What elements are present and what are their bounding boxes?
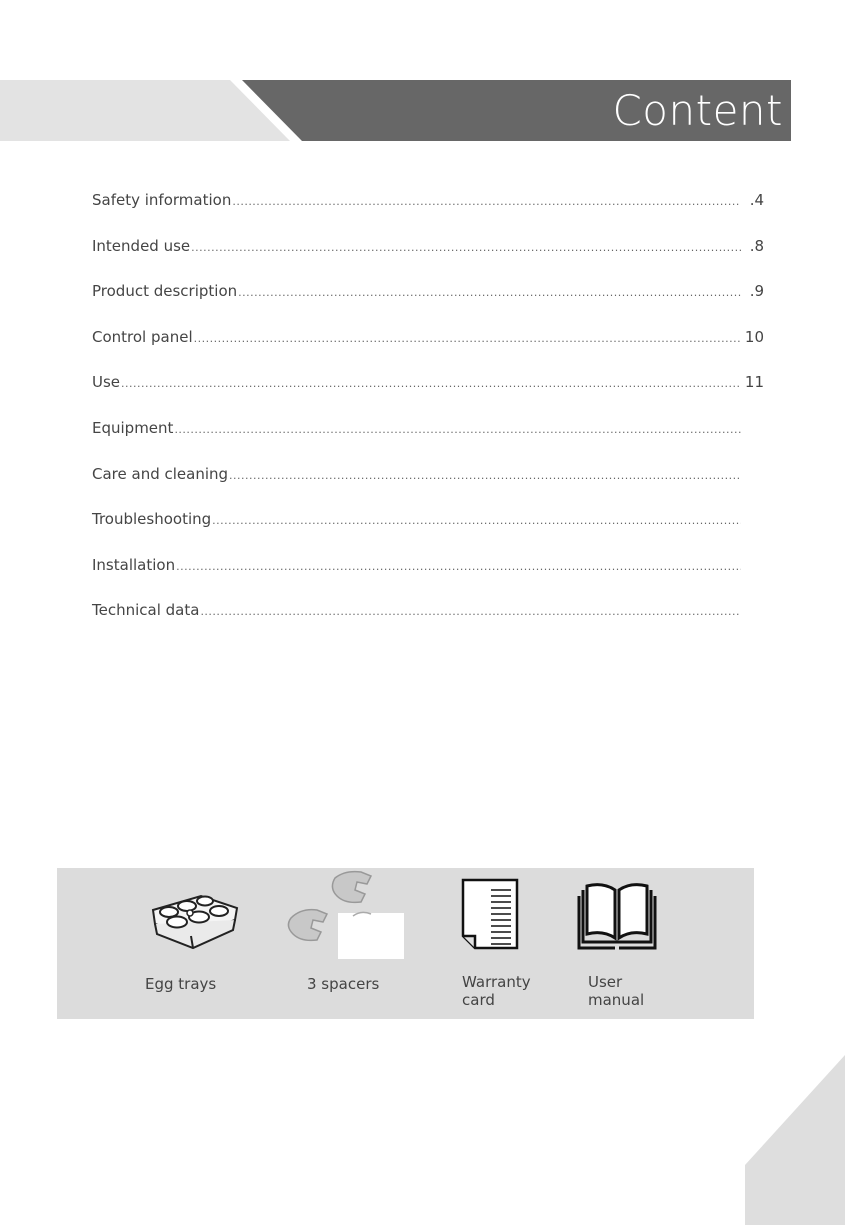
toc-leader-dots (191, 241, 741, 254)
toc-leader-dots (238, 286, 741, 299)
accessories-panel (57, 868, 754, 1019)
toc-leader-dots (229, 469, 741, 482)
toc-entry-title: Use (92, 373, 121, 392)
toc-entry[interactable] (92, 601, 764, 647)
egg-tray-icon (145, 890, 245, 952)
toc-entry[interactable] (92, 328, 764, 374)
toc-entry-title: Care and cleaning (92, 464, 229, 483)
toc-entry[interactable] (92, 510, 764, 556)
toc-leader-dots (121, 377, 741, 390)
toc-leader-dots (194, 332, 741, 345)
toc-entry[interactable] (92, 419, 764, 465)
toc-entry-page: 11 (744, 373, 764, 392)
accessory-label-user-manual (588, 973, 644, 1009)
toc-entry[interactable] (92, 556, 764, 602)
toc-entry-title: Troubleshooting (92, 510, 212, 529)
accessory-label-line: User (588, 973, 623, 991)
toc-entry[interactable] (92, 373, 764, 419)
toc-leader-dots (212, 514, 741, 527)
warranty-card-icon (461, 878, 519, 950)
accessory-label-egg-trays: Egg trays (145, 975, 217, 993)
accessory-label-line: manual (588, 991, 645, 1009)
spacer-icon (283, 868, 413, 963)
toc-entry-page: .4 (749, 191, 764, 209)
toc-entry[interactable] (92, 465, 764, 511)
page-corner-tab (745, 1055, 845, 1225)
table-of-contents (92, 191, 764, 647)
toc-entry[interactable] (92, 237, 764, 283)
toc-entry-title: Safety information (92, 191, 232, 209)
user-manual-icon (577, 882, 657, 950)
accessory-label-line: Warranty (462, 973, 531, 991)
toc-entry-title: Product description (92, 282, 238, 301)
toc-leader-dots (176, 560, 741, 573)
accessory-label-spacers: 3 spacers (307, 975, 380, 993)
accessory-label-warranty-card (462, 973, 531, 1009)
toc-entry-page: 10 (744, 327, 764, 346)
accessory-label-line: card (462, 991, 495, 1009)
toc-entry-title: Control panel (92, 327, 193, 346)
toc-entry[interactable] (92, 191, 764, 237)
page-title: Content (612, 86, 783, 135)
toc-entry-page: .9 (749, 282, 764, 301)
toc-entry-title: Technical data (92, 601, 200, 620)
toc-leader-dots (232, 195, 741, 208)
toc-entry-title: Installation (92, 555, 176, 574)
toc-leader-dots (200, 605, 741, 618)
toc-entry-page: .8 (749, 236, 764, 255)
toc-entry-title: Intended use (92, 236, 191, 255)
toc-entry[interactable] (92, 282, 764, 328)
toc-entry-title: Equipment (92, 418, 174, 437)
toc-leader-dots (174, 423, 741, 436)
